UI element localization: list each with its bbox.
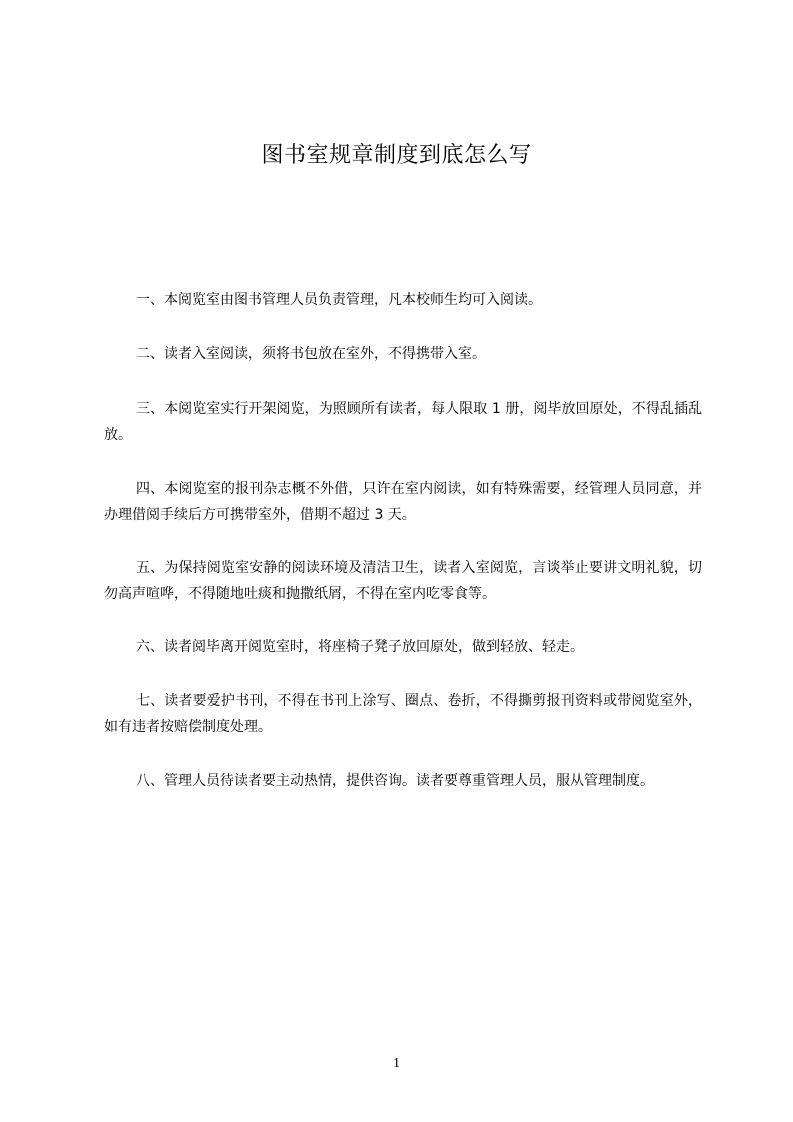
rule-paragraph-6: 六、读者阅毕离开阅览室时，将座椅子凳子放回原处，做到轻放、轻走。 [136,639,584,655]
document-title: 图书室规章制度到底怎么写 [261,143,532,168]
rule-paragraph-2: 二、读者入室阅读，须将书包放在室外，不得携带入室。 [136,346,486,362]
page-number: 1 [393,1056,400,1071]
rule-paragraph-8: 八、管理人员待读者要主动热情，提供咨询。读者要尊重管理人员，服从管理制度。 [136,773,654,789]
rule-paragraph-3: 三、本阅览室实行开架阅览，为照顾所有读者，每人限取 1 册，阅毕放回原处，不得乱插乱放。 [104,401,702,443]
rule-paragraph-7: 七、读者要爱护书刊，不得在书刊上涂写、圈点、卷折，不得撕剪报刊资料或带阅览室外，如有违者按赔偿制度处理。 [104,693,702,735]
rule-paragraph-5: 五、为保持阅览室安静的阅读环境及清洁卫生，读者入室阅览，言谈举止要讲文明礼貌，切勿高声喧哗，不得随地吐痰和抛撒纸屑，不得在室内吃零食等。 [104,560,702,602]
rule-paragraph-4: 四、本阅览室的报刊杂志概不外借，只许在室内阅读，如有特殊需要，经管理人员同意，并办理借阅手续后方可携带室外，借期不超过 3 天。 [104,481,702,523]
rule-paragraph-1: 一、本阅览室由图书管理人员负责管理，凡本校师生均可入阅读。 [136,292,542,308]
